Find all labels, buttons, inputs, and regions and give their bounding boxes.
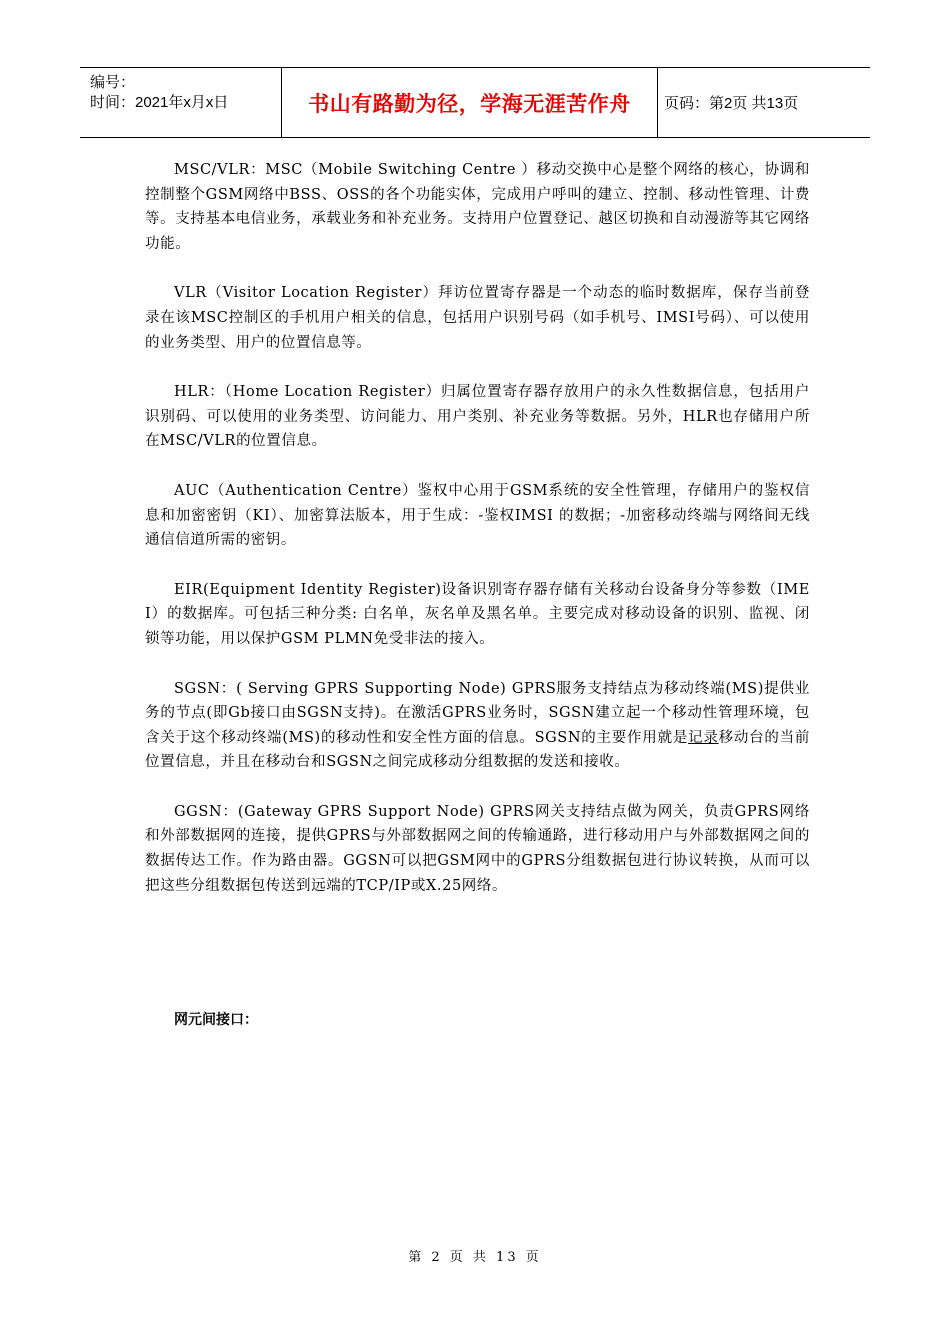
- header-motto-cell: [282, 68, 658, 137]
- paragraph-sgsn: SGSN：( Serving GPRS Supporting Node) GPRS服务支持结点为移动终端(MS)提供业务的节点(即Gb接口由SGSN支持)。在激活GPRS业务时，SGSN建立起一个移动性管理环境，包含关于这个移动终端(MS)的移动性和安全性方面的信息。SGSN的主要作用就是记录移动台的当前位置信息，并且在移动台和SGSN之间完成移动分组数据的发送和接收。: [145, 680, 810, 771]
- paragraph-msc-vlr: MSC/VLR：MSC（Mobile Switching Centre ）移动交换中心是整个网络的核心，协调和控制整个GSM网络中BSS、OSS的各个功能实体，完成用户呼叫的建立、控制、移动性管理、计费等。支持基本电信业务，承载业务和补充业务。支持用户位置登记、越区切换和自动漫游等其它网络功能。: [145, 162, 810, 252]
- record-link[interactable]: 记录: [688, 729, 719, 746]
- page-header: [80, 67, 870, 138]
- time-label: 时间：2021年x月x日: [90, 94, 229, 111]
- number-label: 编号：: [90, 74, 136, 91]
- header-page-cell: [658, 68, 870, 137]
- subheading-interfaces: 网元间接口：: [174, 1012, 258, 1028]
- paragraph-eir: EIR(Equipment Identity Register)设备识别寄存器存储有关移动台设备身分等参数（IMEI）的数据库。可包括三种分类: 白名单，灰名单及黑名单。主要完成对移动设备的识别、监视、闭锁等功能，用以保护GSM PLMN免受非法的接入。: [145, 581, 810, 647]
- paragraph-auc: AUC（Authentication Centre）鉴权中心用于GSM系统的安全性管理，存储用户的鉴权信息和加密密钥（KI）、加密算法版本，用于生成：-鉴权IMSI 的数据；-加密移动终端与网络间无线通信信道所需的密钥。: [145, 482, 810, 549]
- page-code: 页码：第2页 共13页: [664, 95, 799, 112]
- paragraph-ggsn: GGSN：(Gateway GPRS Support Node) GPRS网关支持结点做为网关，负责GPRS网络和外部数据网的连接，提供GPRS与外部数据网之间的传输通路，进行移动用户与外部数据网之间的数据传达工作。作为路由器。GGSN可以把GSM网中的GPRS分组数据包进行协议转换，从而可以把这些分组数据包传送到远端的TCP/IP或X.25网络。: [145, 803, 810, 894]
- motto: 书山有路勤为径，学海无涯苦作舟: [308, 91, 631, 116]
- paragraph-hlr: HLR：（Home Location Register）归属位置寄存器存放用户的永久性数据信息，包括用户识别码、可以使用的业务类型、访问能力、用户类别、补充业务等数据。另外，HLR也存储用户所在MSC/VLR的位置信息。: [145, 384, 810, 450]
- header-meta: [80, 68, 282, 137]
- page-footer: 第 2 页 共 13 页: [408, 1250, 542, 1265]
- document-body: [145, 158, 810, 923]
- paragraph-vlr: VLR（Visitor Location Register）拜访位置寄存器是一个动态的临时数据库，保存当前登录在该MSC控制区的手机用户相关的信息，包括用户识别号码（如手机号、IMSI号码）、可以使用的业务类型、用户的位置信息等。: [145, 285, 810, 351]
